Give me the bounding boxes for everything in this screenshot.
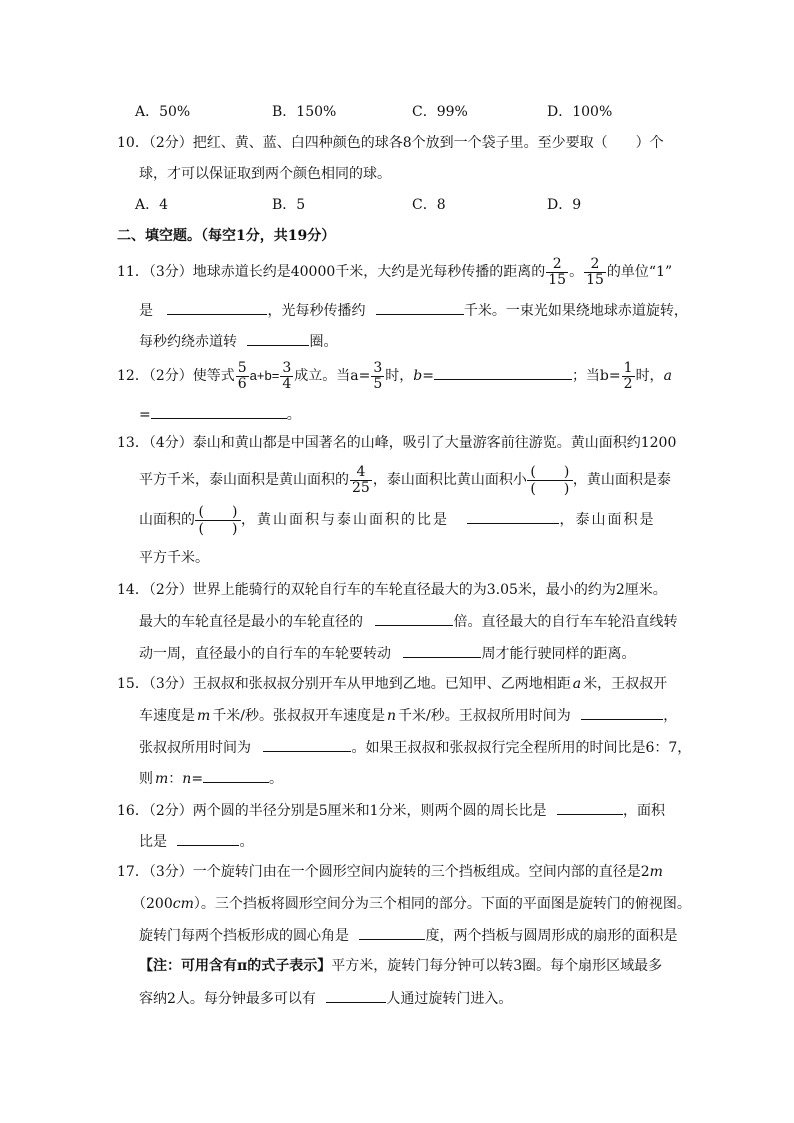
q12-blank-2[interactable] bbox=[151, 404, 287, 419]
q15-var-m2: m bbox=[155, 771, 169, 787]
q12-fraction-2-num: 3 bbox=[282, 359, 292, 376]
q11-blank-1[interactable] bbox=[167, 300, 267, 315]
q13-line-1: 13．（4分）泰山和黄山都是中国著名的山峰，吸引了大量游客前往游览。黄山面积约1200 bbox=[117, 435, 677, 451]
q16-text-b: ，面积 bbox=[623, 803, 665, 819]
q17-text-h: 容纳2人。每分钟最多可以有 bbox=[139, 991, 316, 1007]
q17-text-c: ）。三个挡板将圆形空间分为三个相同的部分。下面的平面图是旋转门的俯视图。 bbox=[193, 896, 691, 912]
q10-option-c: C．8 bbox=[412, 197, 446, 213]
q12-fraction-2-den: 4 bbox=[282, 375, 292, 392]
q15-text-f: ， bbox=[663, 708, 678, 724]
q13-blank-1[interactable] bbox=[467, 509, 559, 524]
q13-line-3 bbox=[139, 501, 655, 539]
q16-blank-2[interactable] bbox=[177, 831, 239, 846]
q15-blank-3[interactable] bbox=[203, 768, 269, 783]
q15-text-b: 米，王叔叔开 bbox=[583, 676, 668, 692]
q14-blank-2[interactable] bbox=[403, 643, 481, 658]
q13-text-d: 山面积的 bbox=[139, 512, 195, 528]
q15-text-i: 则 bbox=[139, 771, 153, 787]
q15-line-4 bbox=[139, 768, 283, 789]
q11-blank-2[interactable] bbox=[376, 300, 464, 315]
q17-unit-cm: cm bbox=[172, 896, 194, 912]
q9-option-d: D．100% bbox=[547, 104, 613, 120]
q17-note: 【注：可用含有π的式子表示】 bbox=[139, 958, 332, 974]
q15-var-m: m bbox=[197, 708, 211, 724]
q13-paren-fraction-1[interactable] bbox=[527, 464, 573, 497]
q12-fraction-4-den: 2 bbox=[623, 375, 633, 392]
q15-blank-1[interactable] bbox=[581, 705, 663, 720]
q17-text-i: 人通过旋转门进入。 bbox=[386, 991, 513, 1007]
q14-line-3 bbox=[139, 643, 635, 664]
q17-blank-2[interactable] bbox=[326, 988, 386, 1003]
q11-text-d: 是 bbox=[139, 303, 153, 319]
q15-text-e: 千米/秒。王叔叔所用时间为 bbox=[398, 708, 571, 724]
q12-line-2 bbox=[139, 404, 301, 425]
q12-text-f: = bbox=[422, 368, 434, 384]
q10-line-1: 10．（2分）把红、黄、蓝、白四种颜色的球各8个放到一个袋子里。至少要取（ ）个 bbox=[117, 135, 664, 151]
q12-var-b: b bbox=[413, 368, 423, 384]
q13-fraction-1-num: 4 bbox=[356, 463, 366, 480]
q13-paren-fraction-2[interactable] bbox=[195, 504, 241, 537]
q15-text-n: 。 bbox=[269, 771, 284, 787]
q13-paren-fraction-2-den: ( ) bbox=[195, 520, 241, 537]
q12-fraction-3 bbox=[371, 361, 384, 392]
q13-paren-fraction-1-den: ( ) bbox=[527, 480, 573, 497]
q13-line-4: 平方千米。 bbox=[139, 550, 209, 566]
q12-text-c: 成立。当a= bbox=[294, 368, 371, 384]
q17-text-b: （200 bbox=[132, 896, 173, 912]
q12-line-1 bbox=[117, 358, 672, 394]
q12-text-g: ；当b= bbox=[571, 368, 621, 384]
q15-line-2 bbox=[139, 705, 677, 726]
q17-line-5 bbox=[139, 988, 512, 1009]
q13-line-2 bbox=[139, 461, 671, 499]
q11-fraction-1-num: 2 bbox=[552, 255, 562, 272]
q17-text-d: 旋转门每两个挡板形成的圆心角是 bbox=[139, 928, 349, 944]
q17-text-a: 17．（3分）一个旋转门由在一个圆形空间内旋转的三个挡板组成。空间内部的直径是2 bbox=[117, 864, 650, 880]
q11-line-3 bbox=[139, 331, 337, 352]
q13-text-f: ，泰山面积是 bbox=[559, 512, 656, 528]
q16-text-a: 16．（2分）两个圆的半径分别是5厘米和1分米，则两个圆的周长比是 bbox=[117, 803, 547, 819]
q17-line-1 bbox=[117, 862, 663, 882]
q12-fraction-2 bbox=[280, 361, 293, 392]
q11-text-c: 的单位“1” bbox=[606, 264, 673, 280]
q15-text-g: 张叔叔所用时间为 bbox=[139, 740, 251, 756]
q17-blank-1[interactable] bbox=[359, 925, 425, 940]
q16-text-d: 。 bbox=[239, 834, 254, 850]
q12-text-d: 时， bbox=[385, 368, 414, 384]
q11-text-g: 每秒约绕赤道转 bbox=[139, 334, 237, 350]
section-2-title: 二、填空题。（每空1分，共19分） bbox=[117, 228, 336, 244]
q9-option-a: A．50% bbox=[135, 104, 191, 120]
q17-text-e: 度，两个挡板与圆周形成的扇形的面积是 bbox=[425, 928, 678, 944]
q15-line-3 bbox=[139, 737, 691, 758]
q12-fraction-3-den: 5 bbox=[373, 375, 383, 392]
q12-fraction-1-num: 5 bbox=[237, 359, 247, 376]
q16-text-c: 比是 bbox=[139, 834, 167, 850]
q12-blank-1[interactable] bbox=[434, 365, 572, 380]
q15-text-a: 15．（3分）王叔叔和张叔叔分别开车从甲地到乙地。已知甲、乙两地相距 bbox=[117, 676, 571, 692]
q15-text-d: 千米/秒。张叔叔开车速度是 bbox=[212, 708, 385, 724]
q11-line-1 bbox=[117, 254, 672, 290]
q12-fraction-1-den: 6 bbox=[237, 375, 247, 392]
q14-text-d: 周才能行驶同样的距离。 bbox=[481, 646, 636, 662]
q14-text-c: 动一周，直径最小的自行车的车轮要转动 bbox=[139, 646, 391, 662]
q11-text-f: 千米。一束光如果绕地球赤道旋转， bbox=[463, 303, 688, 319]
q11-fraction-2-den: 15 bbox=[586, 271, 604, 288]
q10-line-2: 球，才可以保证取到两个颜色相同的球。 bbox=[139, 166, 391, 182]
q17-line-2 bbox=[132, 894, 691, 914]
q14-text-a: 最大的车轮直径是最小的车轮直径的 bbox=[139, 614, 363, 630]
q12-fraction-4 bbox=[622, 361, 635, 392]
q17-unit-m: m bbox=[649, 864, 663, 880]
q10-option-b: B．5 bbox=[272, 197, 306, 213]
q11-fraction-1 bbox=[546, 257, 568, 288]
q13-paren-fraction-1-num: ( ) bbox=[530, 463, 570, 480]
q16-blank-1[interactable] bbox=[557, 800, 623, 815]
q12-text-j: = bbox=[139, 407, 151, 423]
q13-fraction-1-den: 25 bbox=[352, 479, 370, 496]
q13-text-e: ，黄山面积与泰山面积的比是 bbox=[241, 512, 449, 528]
q11-text-a: 11．（3分）地球赤道长约是40000千米，大约是光每秒传播的距离的 bbox=[117, 264, 546, 280]
q13-text-c: ，黄山面积是泰 bbox=[572, 472, 671, 488]
q15-text-k: ： bbox=[168, 771, 183, 787]
q15-text-m: = bbox=[191, 771, 204, 787]
q16-line-2 bbox=[139, 831, 253, 852]
q13-text-b: ，泰山面积比黄山面积小 bbox=[372, 472, 527, 488]
q10-option-a: A．4 bbox=[135, 197, 169, 213]
q12-fraction-3-num: 3 bbox=[373, 359, 383, 376]
q12-text-k: 。 bbox=[286, 407, 301, 423]
q12-text-h: 时， bbox=[635, 368, 664, 384]
q14-line-1: 14．（2分）世界上能骑行的双轮自行车的车轮直径最大的为3.05米，最小的约为2厘米。 bbox=[117, 582, 667, 598]
q12-var-a: a bbox=[663, 368, 672, 384]
q11-fraction-2-num: 2 bbox=[590, 255, 600, 272]
q17-text-g: 平方米，旋转门每分钟可以转3圈。每个扇形区域最多 bbox=[331, 958, 663, 974]
q11-line-2 bbox=[139, 300, 688, 321]
q17-line-3 bbox=[139, 925, 677, 946]
q11-text-h: 圈。 bbox=[309, 334, 338, 350]
q12-text-b: a+b= bbox=[249, 368, 280, 383]
q11-blank-3[interactable] bbox=[247, 331, 309, 346]
q17-line-4 bbox=[139, 956, 662, 976]
q15-var-a: a bbox=[572, 676, 582, 692]
q15-var-n2: n bbox=[182, 771, 192, 787]
q12-fraction-4-num: 1 bbox=[623, 359, 633, 376]
q11-text-e: ，光每秒传播约 bbox=[267, 303, 366, 319]
q15-var-n: n bbox=[387, 708, 397, 724]
q12-fraction-1 bbox=[236, 361, 249, 392]
q14-text-b: 倍。直径最大的自行车车轮沿直线转 bbox=[453, 614, 678, 630]
q14-line-2 bbox=[139, 611, 677, 632]
q13-paren-fraction-2-num: ( ) bbox=[198, 503, 238, 520]
q9-option-c: C．99% bbox=[412, 104, 468, 120]
q9-option-b: B．150% bbox=[272, 104, 337, 120]
q13-fraction-1 bbox=[350, 465, 372, 496]
q10-option-d: D．9 bbox=[547, 197, 582, 213]
q11-fraction-1-den: 15 bbox=[548, 271, 567, 288]
q14-blank-1[interactable] bbox=[375, 611, 453, 626]
q15-text-c: 车速度是 bbox=[139, 708, 195, 724]
q15-blank-2[interactable] bbox=[263, 737, 351, 752]
q12-text-a: 12．（2分）使等式 bbox=[117, 368, 235, 384]
q11-fraction-2 bbox=[584, 257, 606, 288]
q13-text-a: 平方千米，泰山面积是黄山面积的 bbox=[139, 472, 349, 488]
q11-text-b: 。 bbox=[569, 264, 584, 280]
q15-text-h: 。如果王叔叔和张叔叔行完全程所用的时间比是6：7， bbox=[351, 740, 692, 756]
q15-line-1 bbox=[117, 674, 667, 694]
q16-line-1 bbox=[117, 800, 665, 821]
